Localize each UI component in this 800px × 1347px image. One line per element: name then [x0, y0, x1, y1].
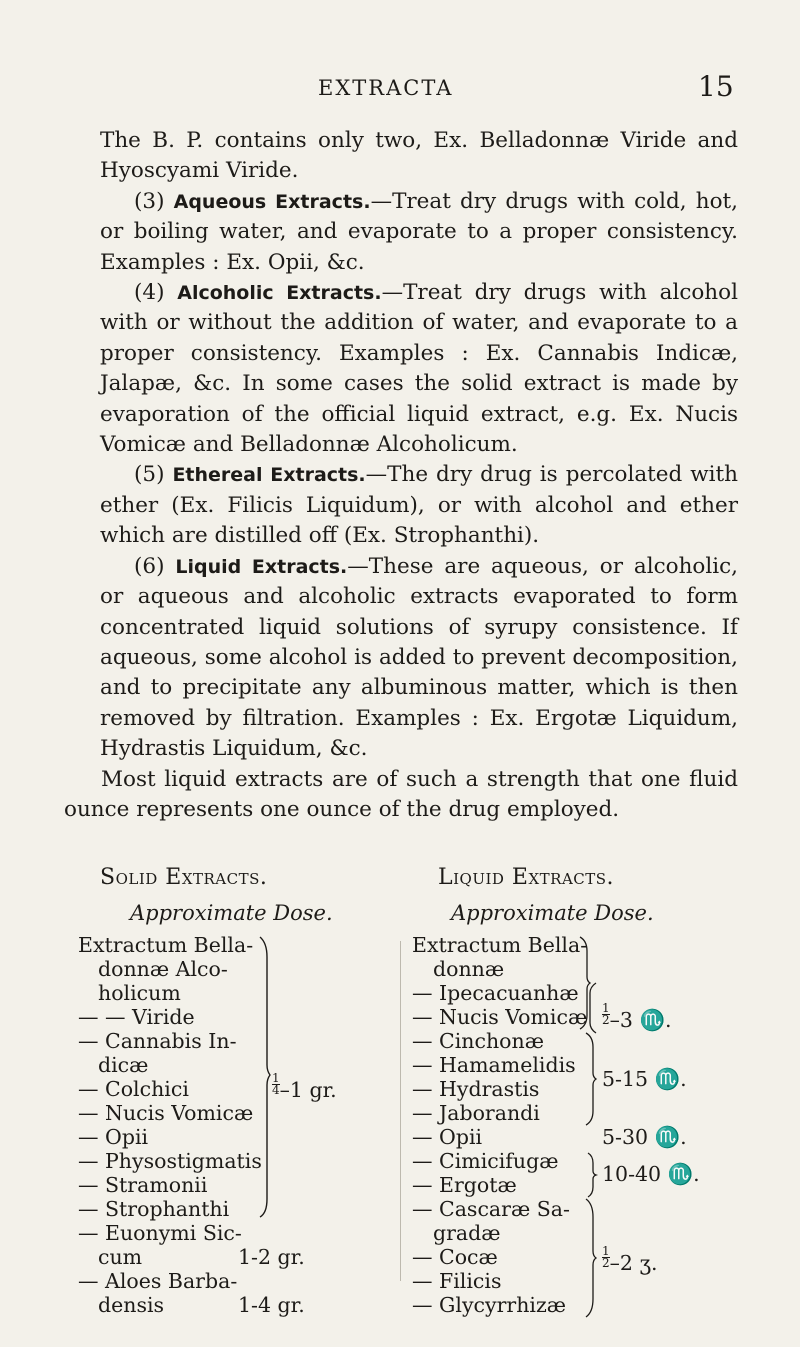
liquid-item: — Cimicifugæ: [412, 1149, 559, 1173]
running-header: [0, 70, 800, 110]
liquid-group2-brace: [586, 1033, 598, 1125]
heading-alcoholic-extracts: Alcoholic Extracts.: [177, 282, 382, 305]
running-title: EXTRACTA: [318, 76, 454, 100]
solid-group-dose: $\frac{1}{4}-1$ gr.: [272, 1071, 337, 1102]
solid-item: — Colchici: [78, 1077, 189, 1101]
solid-aloes-dose: 1-4 gr.: [238, 1293, 305, 1317]
solid-item: — Opii: [78, 1125, 149, 1149]
solid-dose-subtitle: Approximate Dose.: [130, 901, 333, 925]
heading-liquid-extracts: Liquid Extracts.: [175, 555, 348, 578]
liquid-group3-brace: [588, 1153, 598, 1197]
page-number: 15: [698, 70, 734, 103]
dose-tables: [0, 865, 800, 1317]
solid-euonymi-dose: 1-2 gr.: [238, 1245, 305, 1269]
liquid-group4-brace: [586, 1199, 598, 1317]
solid-item: — Aloes Barba-: [78, 1269, 238, 1293]
liquid-item: — Cocæ: [412, 1245, 498, 1269]
liquid-group3-dose: 10-40 ♏.: [602, 1162, 700, 1186]
paragraph-number: (3): [134, 188, 174, 214]
heading-aqueous-extracts: Aqueous Extracts.: [173, 190, 371, 213]
paragraph-text: —Treat dry drugs with alcohol with or without the addition of water, and evaporate to a proper consistency. Examples : Ex. Cannabis Indicæ, Jalapæ, &c. In some cases the solid extract is made by evaporation of the official liquid extract, e.g. Ex. Nucis Vomicæ and Belladonnæ Alcoholicum.: [100, 280, 738, 458]
liquid-extracts-title: Liquid Extracts.: [438, 865, 615, 890]
body-text: [64, 126, 739, 825]
solid-group-brace: [258, 937, 270, 1217]
liquid-item: donnæ: [433, 957, 505, 981]
liquid-item: — Opii: [412, 1125, 483, 1149]
liquid-item: — Hydrastis: [412, 1077, 540, 1101]
liquid-opii-dose: 5-30 ♏.: [602, 1125, 687, 1149]
liquid-item: — Ergotæ: [412, 1173, 517, 1197]
solid-item: dicæ: [98, 1053, 149, 1077]
paragraph-ethereal: [100, 460, 738, 551]
solid-item: holicum: [98, 981, 181, 1005]
liquid-item: — Filicis: [412, 1269, 502, 1293]
liquid-dose-subtitle: Approximate Dose.: [451, 901, 654, 925]
dose-fraction: $\frac{1}{2}$: [602, 1244, 610, 1270]
liquid-item: — Ipecacuanhæ: [412, 981, 579, 1005]
liquid-item: — Glycyrrhizæ: [412, 1293, 567, 1317]
liquid-group4-dose: $\frac{1}{2}-2$ ʒ.: [602, 1244, 658, 1275]
paragraph-number: (4): [134, 280, 178, 306]
paragraph-strength: Most liquid extracts are of such a strength that one fluid ounce represents one ounce of the drug employed.: [64, 766, 738, 822]
liquid-item: — Cinchonæ: [412, 1029, 544, 1053]
liquid-item: Extractum Bella-: [412, 933, 588, 957]
solid-item: cum: [98, 1245, 143, 1269]
paragraph-alcoholic: [100, 278, 738, 460]
solid-item: — — Viride: [78, 1005, 195, 1029]
paragraph-aqueous: [100, 187, 738, 278]
paragraph-number: (5): [134, 462, 173, 488]
column-divider: [400, 941, 401, 1281]
solid-item: — Physostigmatis: [78, 1149, 262, 1173]
solid-item: — Stramonii: [78, 1173, 208, 1197]
liquid-item: gradæ: [433, 1221, 501, 1245]
solid-item: — Cannabis In-: [78, 1029, 237, 1053]
solid-item: — Euonymi Sic-: [78, 1221, 242, 1245]
solid-item: — Strophanthi: [78, 1197, 230, 1221]
paragraph-b-p: The B. P. contains only two, Ex. Belladonnæ Viride and Hyoscyami Viride.: [100, 128, 738, 184]
liquid-group2-dose: 5-15 ♏.: [602, 1067, 687, 1091]
solid-item: densis: [98, 1293, 165, 1317]
liquid-group1-dose: $\frac{1}{2}-3$ ♏.: [602, 1001, 672, 1032]
heading-ethereal-extracts: Ethereal Extracts.: [172, 464, 366, 487]
liquid-item: — Cascaræ Sa-: [412, 1197, 570, 1221]
solid-item: donnæ Alco-: [98, 957, 228, 981]
solid-extracts-title: Solid Extracts.: [100, 865, 268, 890]
dose-fraction: $\frac{1}{2}$: [602, 1001, 610, 1027]
paragraph-text: —These are aqueous, or alcoholic, or aqueous and alcoholic extracts evaporated to form concentrated liquid solutions of syrupy consistence. If aqueous, some alcohol is added to prevent decomposition, and to precipitate any albuminous matter, which is then removed by filtration. Examples : Ex. Ergotæ Liquidum, Hydrastis Liquidum, &c.: [100, 553, 738, 762]
paragraph-text: —Treat dry drugs with cold, hot, or boiling water, and evaporate to a proper consistency. Examples : Ex. Opii, &c.: [100, 188, 739, 275]
paragraph-number: (6): [134, 553, 176, 579]
liquid-item: — Jaborandi: [412, 1101, 540, 1125]
liquid-group1-right-brace: [586, 983, 598, 1033]
solid-item: — Nucis Vomicæ: [78, 1101, 254, 1125]
paragraph-text: —The dry drug is percolated with ether (Ex. Filicis Liquidum), or with alcohol and ether which are distilled off (Ex. Strophanthi).: [100, 462, 738, 549]
dose-fraction: $\frac{1}{4}$: [272, 1071, 280, 1097]
solid-item: Extractum Bella-: [78, 933, 254, 957]
liquid-item: — Hamamelidis: [412, 1053, 576, 1077]
paragraph-liquid: [100, 552, 738, 765]
liquid-item: — Nucis Vomicæ: [412, 1005, 588, 1029]
